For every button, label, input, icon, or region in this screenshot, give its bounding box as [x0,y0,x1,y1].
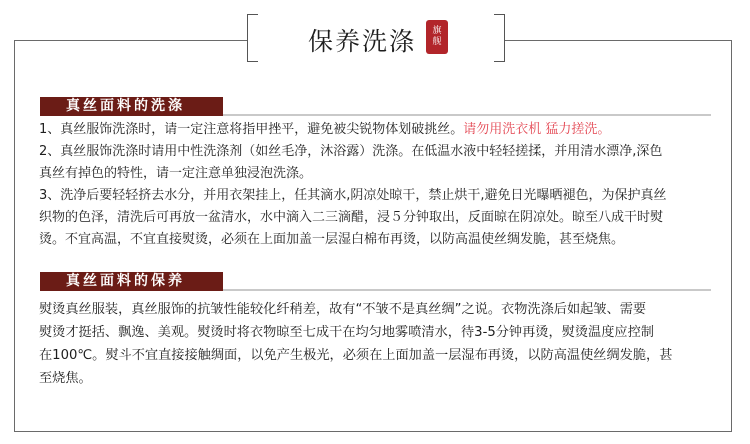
care-line-3: 在100℃。熨斗不宜直接接触绸面，以免产生极光，必须在上面加盖一层湿布再烫，以防高温使丝绸发脆，甚 [39,348,673,363]
section-tag-care [40,272,223,291]
care-line-4: 至烧焦。 [39,371,92,386]
care-line-1: 熨烫真丝服装，真丝服饰的抗皱性能较化纤稍差，故有“不皱不是真丝绸”之说。衣物洗涤后如起皱、需要 [39,302,647,317]
care-line-2: 熨烫才挺括、飘逸、美观。熨烫时将衣物晾至七成干在均匀地雾喷清水，待3-5分钟再烫，熨烫温度应控制 [39,325,654,340]
wash-item-1 [39,119,719,141]
wash-item-3-line-2: 织物的色泽，清洗后可再放一盆清水，水中滴入二三滴醋，浸５分钟取出，反面晾在阴凉处。晾至八成干时熨 [39,210,664,225]
page-title: 保养洗涤 [308,27,417,56]
wash-item-3-line-1: 3、洗净后要轻轻挤去水分，并用衣架挂上，任其滴水,阴凉处晾干，禁止烘干,避免日光曝晒褪色，为保护真丝 [39,188,667,203]
wash-item-3 [39,185,719,251]
wash-item-2-line-2: 真丝有掉色的特性，请一定注意单独浸泡洗涤。 [39,166,313,181]
title-box [247,14,505,60]
section-heading-care: 真丝面料的保养 [66,273,185,289]
section-header-wash [40,97,711,116]
seal-stamp-icon [426,20,448,54]
section-tag-wash [40,97,223,116]
seal-text: 旗舰 [432,26,442,47]
wash-item-1-text: 1、真丝服饰洗涤时，请一定注意将指甲挫平，避免被尖锐物体划破挑丝。 [39,122,464,137]
wash-item-2-line-1: 2、真丝服饰洗涤时请用中性洗涤剂（如丝毛净，沐浴露）洗涤。在低温水液中轻轻搓揉，并用清水漂净,深色 [39,144,663,159]
wash-item-2 [39,141,719,185]
section-header-care [40,272,711,291]
wash-item-1-warning: 请勿用洗衣机 猛力搓洗。 [463,122,611,137]
wash-item-3-line-3: 烫。不宜高温，不宜直接熨烫，必须在上面加盖一层湿白棉布再烫，以防高温使丝绸发脆，甚至烧焦。 [39,232,625,247]
section-heading-wash: 真丝面料的洗涤 [66,98,185,114]
care-paragraph [39,298,723,390]
title-banner [0,14,750,60]
